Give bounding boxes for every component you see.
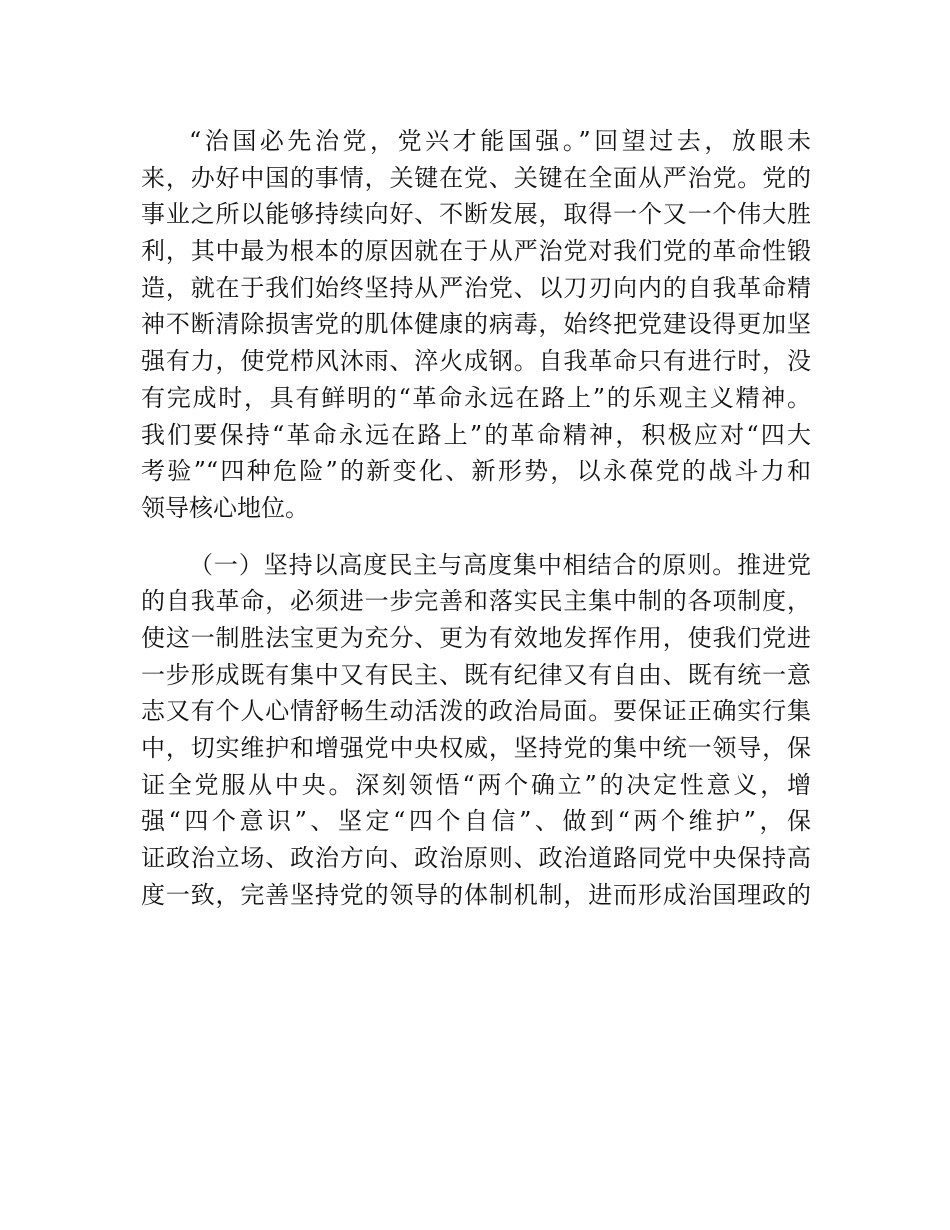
text-line: （一）坚持以高度民主与高度集中相结合的原则。推进党 <box>189 550 811 579</box>
text-line: 事业之所以能够持续向好、不断发展，取得一个又一个伟大胜 <box>141 200 811 229</box>
text-line: 志又有个人心情舒畅生动活泼的政治局面。要保证正确实行集 <box>141 697 811 726</box>
text-line: 的自我革命，必须进一步完善和落实民主集中制的各项制度， <box>141 587 811 616</box>
text-line: 中，切实维护和增强党中央权威，坚持党的集中统一领导，保 <box>141 734 811 762</box>
text-line: 有完成时，具有鲜明的“革命永远在路上”的乐观主义精神。 <box>141 383 811 412</box>
text-line: 使这一制胜法宝更为充分、更为有效地发挥作用，使我们党进 <box>141 623 811 652</box>
text-line: 证全党服从中央。深刻领悟“两个确立”的决定性意义，增 <box>141 770 811 799</box>
text-line: “治国必先治党，党兴才能国强。”回望过去，放眼未 <box>189 127 811 155</box>
paragraph-gap <box>141 527 811 547</box>
text-line: 强有力，使党栉风沐雨、淬火成钢。自我革命只有进行时，没 <box>141 347 811 376</box>
text-line: 领导核心地位。 <box>141 493 309 522</box>
text-line: 强“四个意识”、坚定“四个自信”、做到“两个维护”，保 <box>141 807 811 836</box>
paragraph-intro <box>141 123 811 527</box>
document-body <box>141 123 811 913</box>
text-line: 利，其中最为根本的原因就在于从严治党对我们党的革命性锻 <box>141 237 811 266</box>
text-line: 造，就在于我们始终坚持从严治党、以刀刃向内的自我革命精 <box>141 273 811 302</box>
paragraph-section-one <box>141 547 811 914</box>
text-line: 度一致，完善坚持党的领导的体制机制，进而形成治国理政的 <box>141 880 811 909</box>
text-line: 神不断清除损害党的肌体健康的病毒，始终把党建设得更加坚 <box>141 310 811 339</box>
text-line: 考验”“四种危险”的新变化、新形势，以永葆党的战斗力和 <box>141 457 811 486</box>
text-line: 来，办好中国的事情，关键在党、关键在全面从严治党。党的 <box>141 163 811 192</box>
text-line: 一步形成既有集中又有民主、既有纪律又有自由、既有统一意 <box>141 660 811 689</box>
text-line: 我们要保持“革命永远在路上”的革命精神，积极应对“四大 <box>141 420 811 449</box>
text-line: 证政治立场、政治方向、政治原则、政治道路同党中央保持高 <box>141 844 811 873</box>
